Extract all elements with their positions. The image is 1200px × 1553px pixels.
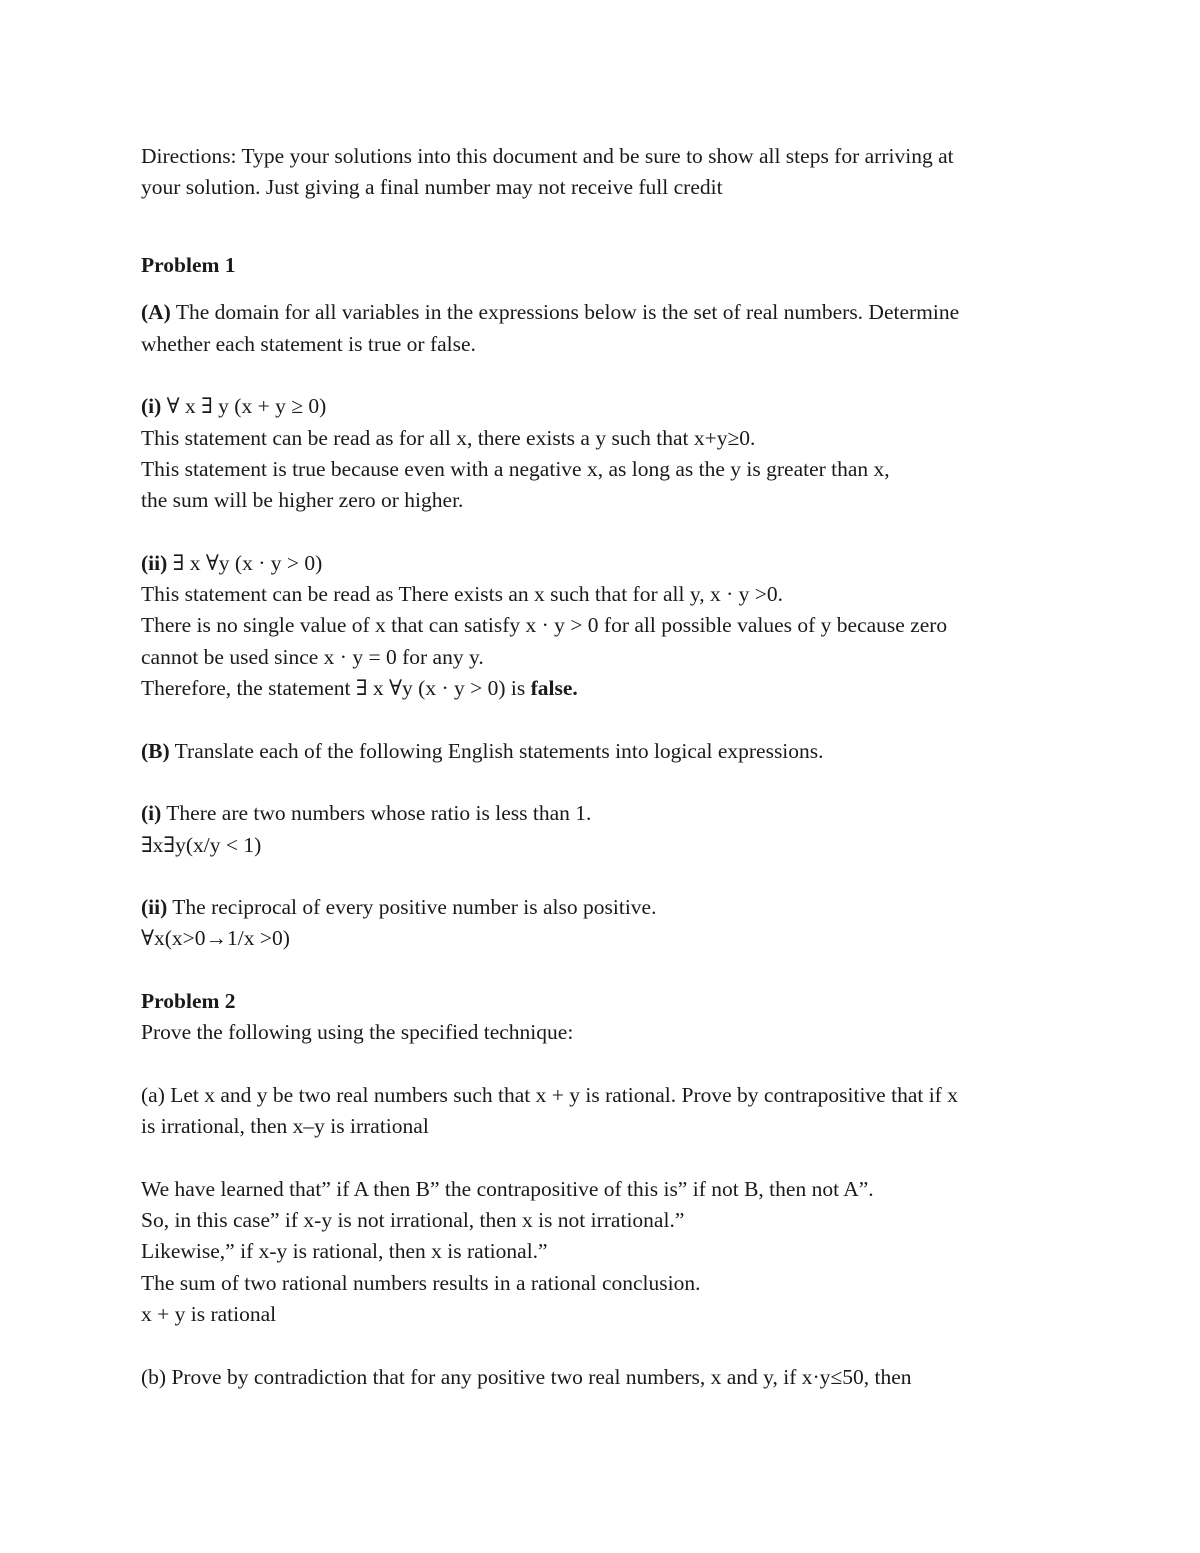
problem-1a-ii-statement	[141, 548, 1061, 579]
spacer	[141, 360, 1061, 391]
problem-1a-line-2: whether each statement is true or false.	[141, 331, 476, 356]
directions-line-2: your solution. Just giving a final number may not receive full credit	[141, 175, 723, 200]
spacer	[141, 1330, 1061, 1361]
spacer	[141, 1049, 1061, 1080]
problem-1b-i-expression: ∃x∃y(x/y < 1)	[141, 832, 262, 857]
problem-2a-answer-2: So, in this case” if x-y is not irrational, then x is not irrational.”	[141, 1208, 685, 1233]
problem-1a-i-label: (i)	[141, 394, 162, 419]
problem-1b-i-label: (i)	[141, 801, 162, 826]
problem-1a-label: (A)	[141, 300, 171, 325]
problem-1b-line	[141, 736, 1061, 767]
problem-1a-ii-answer-4	[141, 673, 1061, 704]
problem-1a-ii-answer-2: There is no single value of x that can satisfy x · y > 0 for all possible values of y because zero	[141, 613, 948, 638]
spacer	[141, 1143, 1061, 1174]
problem-1a-ii-label: (ii)	[141, 550, 168, 575]
problem-1a-ii-formula: ∃ x ∀y (x · y > 0)	[167, 550, 323, 575]
problem-2a-answer-3: Likewise,” if x-y is rational, then x is rational.”	[141, 1239, 548, 1264]
spacer	[141, 704, 1061, 735]
problem-1b-label: (B)	[141, 738, 170, 763]
problem-1a-ii-conclusion: Therefore, the statement ∃ x ∀y (x · y > 0) is	[141, 676, 531, 701]
problem-1a-ii-answer-3: cannot be used since x · y = 0 for any y.	[141, 644, 484, 669]
problem-2a-answer-5: x + y is rational	[141, 1301, 277, 1326]
problem-1a-i-answer-1: This statement can be read as for all x, there exists a y such that x+y≥0.	[141, 425, 756, 450]
problem-1b-i-text: There are two numbers whose ratio is less than 1.	[161, 801, 592, 826]
document-page	[141, 141, 1061, 1393]
spacer	[141, 204, 1061, 235]
problem-1b-ii-label: (ii)	[141, 895, 168, 920]
spacer	[141, 955, 1061, 986]
problem-1a-ii-answer-1: This statement can be read as There exists an x such that for all y, x · y >0.	[141, 582, 783, 607]
problem-2-heading: Problem 2	[141, 989, 236, 1014]
problem-2b-line-1: (b) Prove by contradiction that for any positive two real numbers, x and y, if x·y≤50, then	[141, 1364, 912, 1389]
spacer	[141, 861, 1061, 892]
problem-2-intro: Prove the following using the specified technique:	[141, 1020, 574, 1045]
problem-1b-ii-text: The reciprocal of every positive number is also positive.	[167, 895, 657, 920]
problem-1b-i-statement	[141, 798, 1061, 829]
problem-1a-line-1	[141, 297, 1061, 328]
problem-1a-text: The domain for all variables in the expressions below is the set of real numbers. Determine	[170, 300, 960, 325]
problem-1a-i-answer-3: the sum will be higher zero or higher.	[141, 488, 464, 513]
problem-2a-answer-1: We have learned that” if A then B” the contrapositive of this is” if not B, then not A”.	[141, 1176, 874, 1201]
spacer	[141, 767, 1061, 798]
problem-1-heading: Problem 1	[141, 253, 236, 278]
problem-1a-i-statement	[141, 391, 1061, 422]
problem-1a-ii-verdict: false.	[530, 676, 578, 701]
directions-line-1: Directions: Type your solutions into this document and be sure to show all steps for arriving at	[141, 144, 954, 168]
problem-1a-i-answer-2: This statement is true because even with a negative x, as long as the y is greater than x,	[141, 456, 890, 481]
problem-2a-answer-4: The sum of two rational numbers results in a rational conclusion.	[141, 1270, 701, 1295]
problem-1b-ii-expression: ∀x(x>0→1/x >0)	[141, 926, 290, 951]
problem-2a-line-2: is irrational, then x–y is irrational	[141, 1114, 429, 1139]
spacer	[141, 517, 1061, 548]
problem-1b-ii-statement	[141, 892, 1061, 923]
problem-1b-text: Translate each of the following English statements into logical expressions.	[169, 738, 824, 763]
problem-1a-i-formula: ∀ x ∃ y (x + y ≥ 0)	[161, 394, 327, 419]
problem-2a-line-1: (a) Let x and y be two real numbers such that x + y is rational. Prove by contrapositive that if x	[141, 1082, 958, 1107]
